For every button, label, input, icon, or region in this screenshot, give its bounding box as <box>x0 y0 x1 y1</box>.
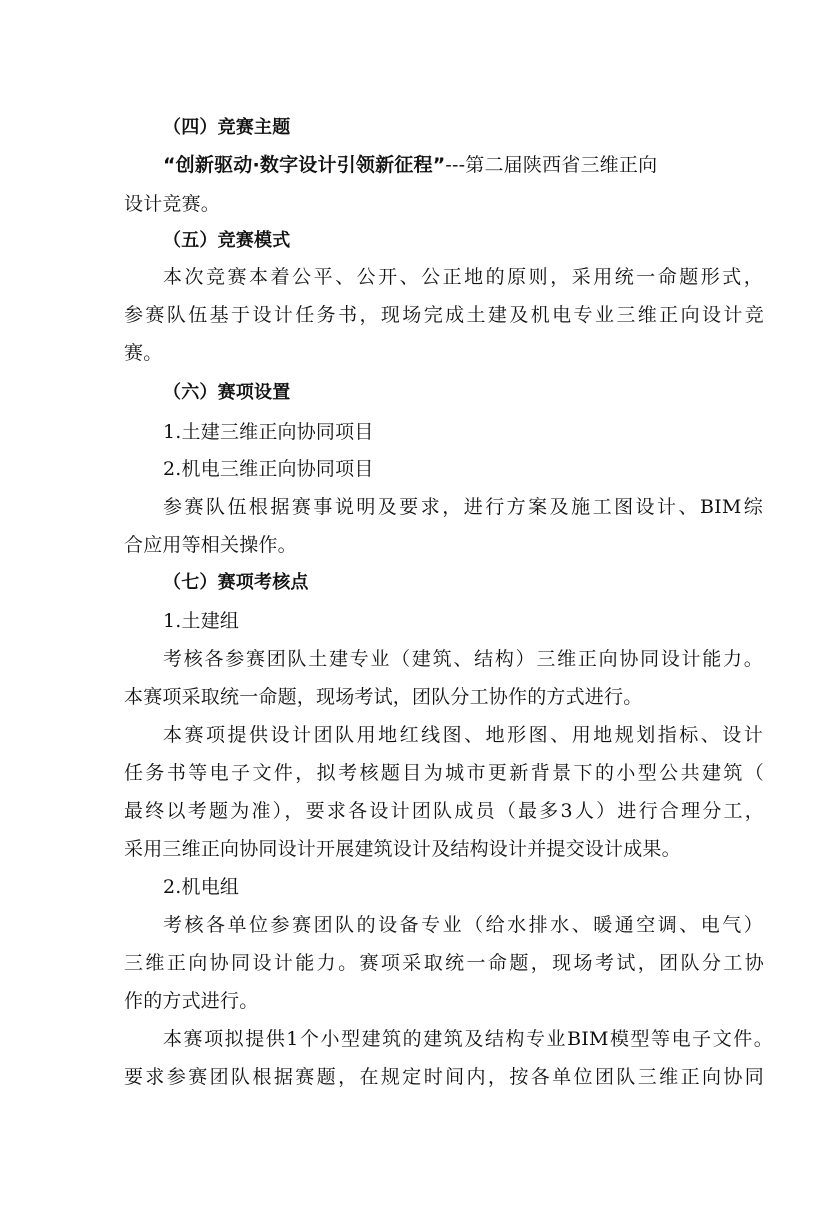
theme-quote: “创新驱动·数字设计引领新征程” <box>163 154 446 176</box>
mep-p1-line3: 作的方式进行。 <box>124 990 259 1012</box>
civil-p1-line1: 考核各参赛团队土建专业（建筑、结构）三维正向协同设计能力。 <box>163 648 763 670</box>
mep-group-title: 2.机电组 <box>163 876 240 898</box>
mep-p2-line1: 本赛项拟提供1个小型建筑的建筑及结构专业BIM模型等电子文件。 <box>163 1028 773 1050</box>
civil-p2-line4: 采用三维正向协同设计开展建筑设计及结构设计并提交设计成果。 <box>124 838 681 860</box>
civil-p2-line1: 本赛项提供设计团队用地红线图、地形图、用地规划指标、设计 <box>163 724 763 746</box>
section-events-heading: （六）赛项设置 <box>163 382 291 403</box>
events-item-1: 1.土建三维正向协同项目 <box>163 421 374 443</box>
mep-p1-line1: 考核各单位参赛团队的设备专业（给水排水、暖通空调、电气） <box>163 914 763 936</box>
section-mode-heading: （五）竞赛模式 <box>163 230 291 251</box>
civil-p2-line3: 最终以考题为准），要求各设计团队成员（最多3人）进行合理分工， <box>124 800 764 822</box>
section-theme-line1 <box>163 153 763 177</box>
section-theme-heading: （四）竞赛主题 <box>163 117 291 138</box>
section-mode-line2: 参赛队伍基于设计任务书，现场完成土建及机电专业三维正向设计竞 <box>124 304 764 326</box>
civil-p2-line2: 任务书等电子文件，拟考核题目为城市更新背景下的小型公共建筑（ <box>124 762 764 784</box>
theme-line1-rest: ---第二届陕西省三维正向 <box>445 154 658 176</box>
events-desc-line1: 参赛队伍根据赛事说明及要求，进行方案及施工图设计、BIM综 <box>163 496 763 518</box>
section-assessment-heading: （七）赛项考核点 <box>163 572 309 593</box>
events-item-2: 2.机电三维正向协同项目 <box>163 458 374 480</box>
section-theme-line2: 设计竞赛。 <box>124 193 221 215</box>
mep-p2-line2: 要求参赛团队根据赛题，在规定时间内，按各单位团队三维正向协同 <box>124 1066 764 1088</box>
section-mode-line3: 赛。 <box>124 342 163 364</box>
section-mode-line1: 本次竞赛本着公平、公开、公正地的原则，采用统一命题形式， <box>163 266 763 288</box>
civil-group-title: 1.土建组 <box>163 610 240 632</box>
mep-p1-line2: 三维正向协同设计能力。赛项采取统一命题，现场考试，团队分工协 <box>124 952 764 974</box>
events-desc-line2: 合应用等相关操作。 <box>124 534 297 556</box>
civil-p1-line2: 本赛项采取统一命题，现场考试，团队分工协作的方式进行。 <box>124 686 643 708</box>
